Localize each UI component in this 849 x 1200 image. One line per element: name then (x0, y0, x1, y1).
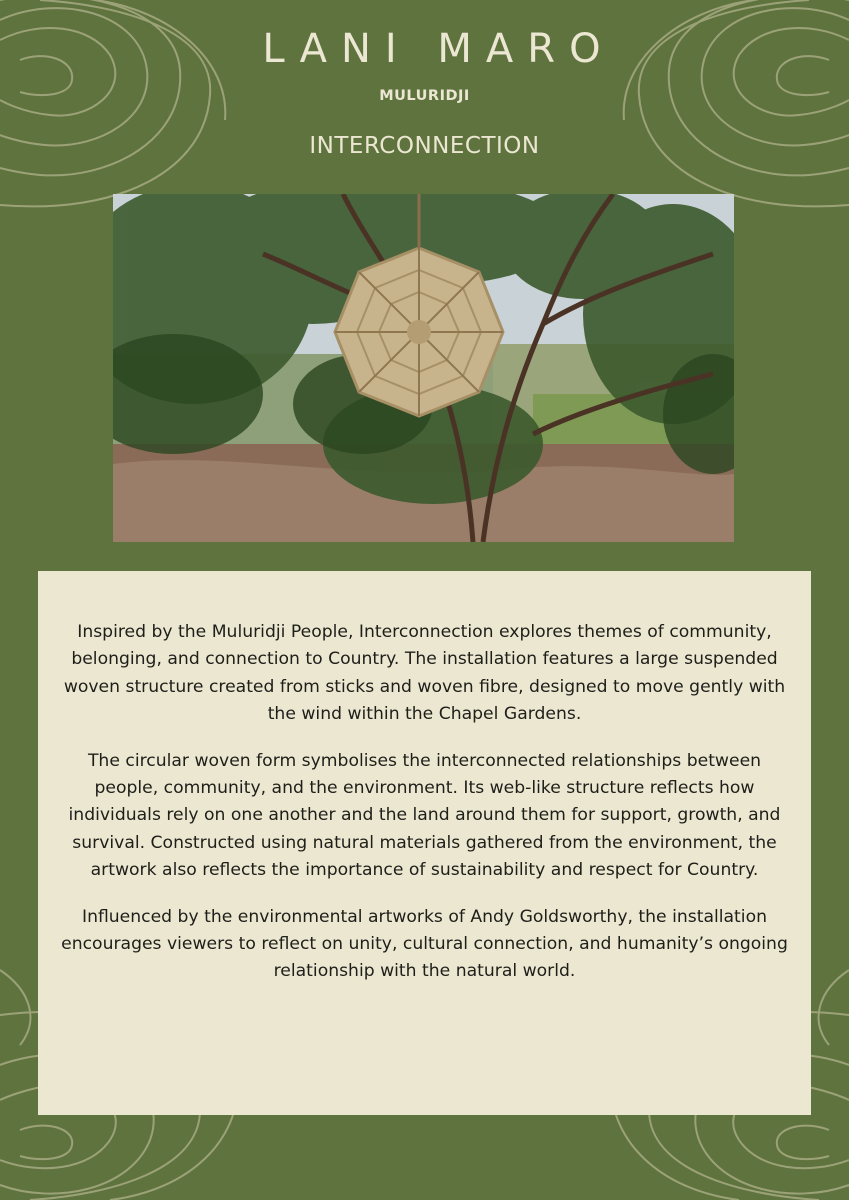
nation-subtitle: MULURIDJI (379, 88, 470, 104)
artwork-photo (113, 194, 734, 542)
description-paragraph-2: The circular woven form symbolises the interconnected relationships between people, community, and the environment. Its web-like structure reflects how individuals rely on one another and the land around them for support, growth, and survival. Constructed using natural materials gathered from the environment, the artwork also reflects the importance of sustainability and respect for Country. (68, 750, 781, 881)
woven-structure (335, 248, 503, 416)
artist-name: LANI MARO (262, 26, 615, 72)
description-panel (38, 571, 811, 1115)
description-text (54, 619, 795, 1005)
artwork-title: INTERCONNECTION (309, 133, 540, 159)
photo-illustration (113, 194, 734, 542)
description-paragraph-1: Inspired by the Muluridji People, Interconnection explores themes of community, belonging, and connection to Country. The installation features a large suspended woven structure created from sticks and woven fibre, designed to move gently with the wind within the Chapel Gardens. (63, 622, 786, 725)
description-paragraph-3: Influenced by the environmental artworks of Andy Goldsworthy, the installation encourages viewers to reflect on unity, cultural connection, and humanity’s ongoing relationship with the natural world. (61, 906, 788, 982)
